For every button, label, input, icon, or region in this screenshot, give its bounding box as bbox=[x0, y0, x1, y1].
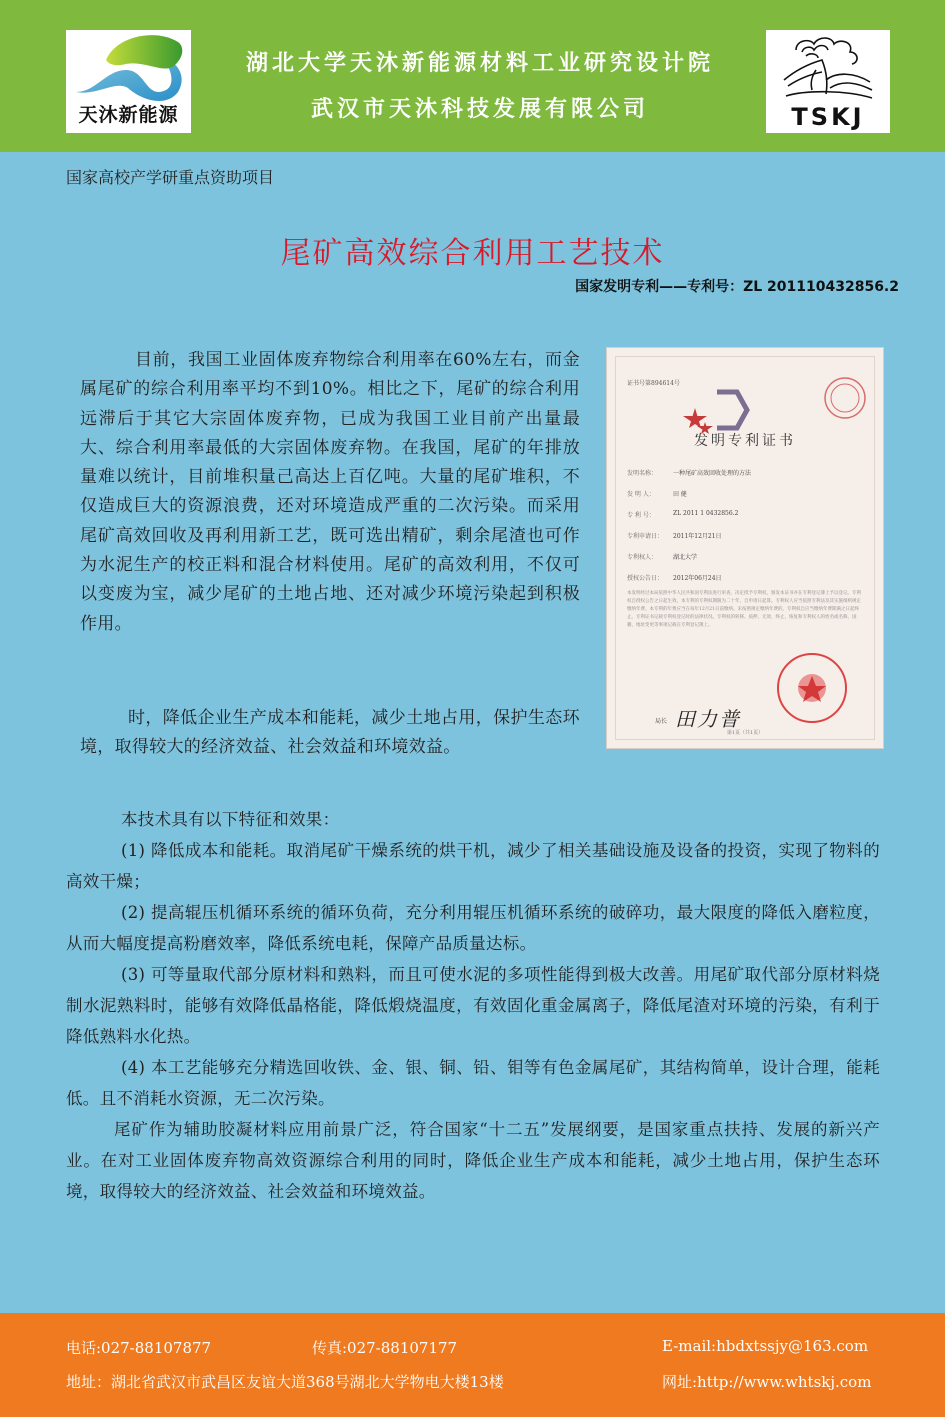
logo-right-text: TSKJ bbox=[791, 103, 865, 131]
intro-paragraph-continued bbox=[80, 704, 580, 763]
director-signature: 田力普 bbox=[675, 707, 741, 731]
footer-phone: 电话:027-88107877 bbox=[66, 1339, 212, 1357]
filing-date-value: 2011年12月21日 bbox=[673, 533, 722, 540]
project-label: 国家高校产学研重点资助项目 bbox=[66, 168, 275, 187]
features-section bbox=[66, 804, 880, 1207]
intro-paragraph bbox=[80, 346, 580, 639]
feature-item-4: (4) 本工艺能够充分精选回收铁、金、银、铜、铅、钼等有色金属尾矿，其结构简单，设计合理，能耗低。且不消耗水资源，无二次污染。 bbox=[66, 1058, 880, 1108]
tianmu-logo bbox=[66, 30, 191, 133]
footer-fax: 传真:027-88107177 bbox=[312, 1339, 458, 1357]
grant-date-value: 2012年06月24日 bbox=[673, 575, 722, 582]
patent-no-label: 专 利 号： bbox=[627, 512, 655, 519]
grant-date-label: 授权公告日： bbox=[627, 575, 664, 582]
certificate-page-note: 第1页（共1页） bbox=[726, 730, 764, 736]
logo-left-text: 天沐新能源 bbox=[78, 104, 179, 126]
feature-item-1: (1) 降低成本和能耗。取消尾矿干燥系统的烘干机，减少了相关基础设施及设备的投资，实现了物料的高效干燥； bbox=[66, 841, 880, 891]
page-title: 尾矿高效综合利用工艺技术 bbox=[280, 236, 665, 271]
features-intro: 本技术具有以下特征和效果： bbox=[121, 810, 340, 829]
certificate-fine-print: 本发明经过本局依照中华人民共和国专利法进行审查，决定授予专利权，颁发本证书并在专利登记簿上予以登记。专利权自授权公告之日起生效。本专利的专利权期限为二十年，自申请日起算。专利权人应当依照专利法及其实施细则规定缴纳年费。本专利的年费应当在每年12月21日前缴纳。未按照规定缴纳年费的，专利权自应当缴纳年费期满之日起终止。专利证书记载专利权登记时的法律状况。专利权的转移、质押、无效、终止、恢复和专利权人的姓名或名称、国籍、地址变更等事项记载在专利登记簿上。 bbox=[627, 591, 861, 628]
intro-text-2: 时，降低企业生产成本和能耗，减少土地占用，保护生态环境，取得较大的经济效益、社会效益和环境效益。 bbox=[80, 708, 580, 758]
footer-website[interactable]: 网址:http://www.whtskj.com bbox=[662, 1373, 872, 1391]
cloud-mountain-icon bbox=[766, 30, 890, 108]
inventor-label: 发 明 人： bbox=[627, 491, 655, 498]
certificate-title: 发明专利证书 bbox=[694, 433, 796, 449]
footer-bar bbox=[0, 1313, 945, 1417]
invention-label: 发明名称： bbox=[627, 470, 658, 477]
leaf-swoosh-icon bbox=[66, 30, 191, 110]
company-name: 武汉市天沐科技发展有限公司 bbox=[310, 97, 649, 122]
feature-item-3: (3) 可等量取代部分原材料和熟料，而且可使水泥的多项性能得到极大改善。用尾矿取代部分原材料烧制水泥熟料时，能够有效降低晶格能，降低煅烧温度，有效固化重金属离子，降低尾渣对环境的污染，有利于降低熟料水化热。 bbox=[66, 965, 880, 1046]
inventor-value: 田 健 bbox=[673, 491, 687, 498]
tskj-logo bbox=[766, 30, 890, 133]
footer-address: 地址：湖北省武汉市武昌区友谊大道368号湖北大学物电大楼13楼 bbox=[66, 1373, 504, 1391]
director-label: 局长 bbox=[655, 718, 668, 725]
patent-no-value: ZL 2011 1 0432856.2 bbox=[673, 510, 739, 517]
patent-number: 国家发明专利——专利号：ZL 201110432856.2 bbox=[575, 279, 899, 295]
institute-name: 湖北大学天沐新能源材料工业研究设计院 bbox=[245, 51, 714, 76]
intro-text-1: 目前，我国工业固体废弃物综合利用率在60%左右，而金属尾矿的综合利用率平均不到10%。相比之下，尾矿的综合利用远滞后于其它大宗固体废弃物，已成为我国工业目前产出量最大、综合利用率最低的大宗固体废弃物。在我国，尾矿的年排放量难以统计，目前堆积量己高达上百亿吨。大量的尾矿堆积，不仅造成巨大的资源浪费，还对环境造成严重的二次污染。而采用尾矿高效回收及再利用新工艺，既可选出精矿，剩余尾渣也可作为水泥生产的校正料和混合材料使用。尾矿的高效利用，不仅可以变废为宝，减少尾矿的土地占地、还对减少环境污染起到积极作用。 bbox=[80, 350, 580, 634]
cert-number: 证书号第894614号 bbox=[627, 380, 680, 387]
filing-date-label: 专利申请日： bbox=[627, 533, 664, 540]
patent-certificate-image bbox=[607, 348, 883, 748]
header-banner bbox=[0, 0, 945, 152]
feature-item-2: (2) 提高辊压机循环系统的循环负荷，充分利用辊压机循环系统的破碎功，最大限度的降低入磨粒度，从而大幅度提高粉磨效率，降低系统电耗，保障产品质量达标。 bbox=[66, 903, 880, 953]
footer-email[interactable]: E-mail:hbdxtssjy@163.com bbox=[662, 1337, 869, 1355]
holder-value: 湖北大学 bbox=[673, 554, 698, 561]
official-seal-icon bbox=[607, 648, 883, 728]
features-conclusion: 尾矿作为辅助胶凝材料应用前景广泛，符合国家“十二五”发展纲要，是国家重点扶持、发展的新兴产业。在对工业固体废弃物高效资源综合利用的同时，降低企业生产成本和能耗，减少土地占用，保护生态环境，取得较大的经济效益、社会效益和环境效益。 bbox=[66, 1120, 880, 1201]
invention-value: 一种尾矿高效回收处理的方法 bbox=[673, 470, 752, 477]
holder-label: 专利权人： bbox=[627, 554, 658, 561]
